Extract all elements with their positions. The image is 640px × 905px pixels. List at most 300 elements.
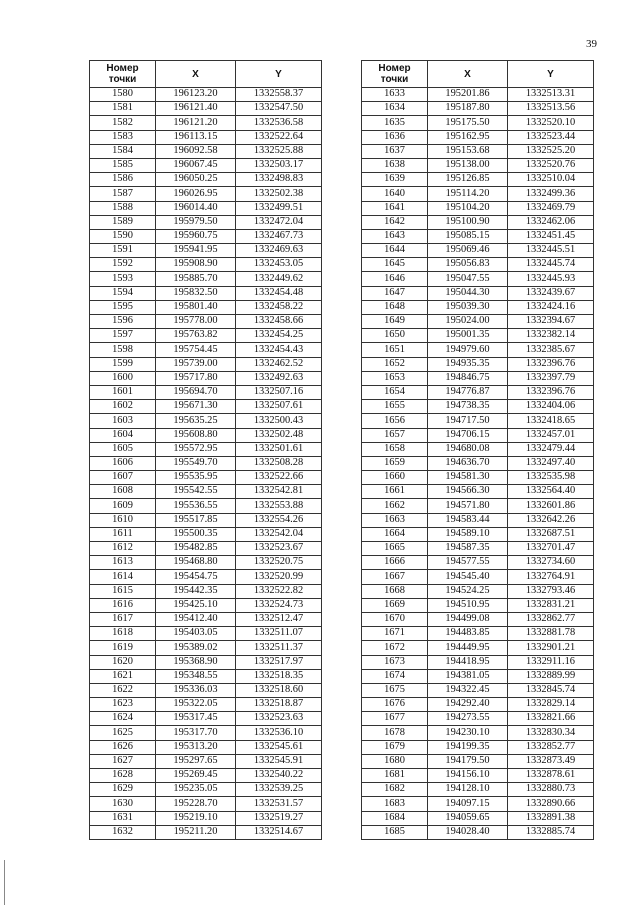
table-row	[362, 754, 594, 768]
y-cell: 1332536.58	[236, 116, 322, 130]
y-cell: 1332540.22	[236, 769, 322, 783]
table-row	[90, 258, 322, 272]
x-cell: 195336.03	[156, 683, 236, 697]
y-cell: 1332539.25	[236, 783, 322, 797]
y-cell: 1332553.88	[236, 499, 322, 513]
y-cell: 1332873.49	[508, 754, 594, 768]
x-cell: 194179.50	[428, 754, 508, 768]
table-row	[90, 201, 322, 215]
x-cell: 196121.40	[156, 102, 236, 116]
x-cell: 194524.25	[428, 584, 508, 598]
table-row	[90, 612, 322, 626]
y-cell: 1332891.38	[508, 811, 594, 825]
y-cell: 1332520.75	[236, 556, 322, 570]
table-row	[362, 527, 594, 541]
table-row	[90, 428, 322, 442]
x-cell: 195348.55	[156, 669, 236, 683]
x-cell: 195114.20	[428, 187, 508, 201]
point-number-cell: 1671	[362, 627, 428, 641]
table-row	[362, 825, 594, 839]
point-number-cell: 1619	[90, 641, 156, 655]
y-cell: 1332531.57	[236, 797, 322, 811]
point-number-cell: 1679	[362, 740, 428, 754]
table-row	[362, 315, 594, 329]
table-row	[90, 102, 322, 116]
x-cell: 195317.45	[156, 712, 236, 726]
table-row	[90, 215, 322, 229]
x-cell: 195024.00	[428, 315, 508, 329]
point-number-cell: 1657	[362, 428, 428, 442]
table-row	[90, 130, 322, 144]
y-cell: 1332439.67	[508, 286, 594, 300]
y-cell: 1332525.88	[236, 144, 322, 158]
y-cell: 1332885.74	[508, 825, 594, 839]
point-number-cell: 1589	[90, 215, 156, 229]
x-cell: 195056.83	[428, 258, 508, 272]
x-cell: 195763.82	[156, 329, 236, 343]
x-cell: 195069.46	[428, 244, 508, 258]
table-row	[90, 542, 322, 556]
x-cell: 194979.60	[428, 343, 508, 357]
table-row	[90, 187, 322, 201]
x-cell: 194097.15	[428, 797, 508, 811]
x-cell: 195979.50	[156, 215, 236, 229]
table-row	[90, 400, 322, 414]
y-cell: 1332518.60	[236, 683, 322, 697]
x-cell: 195960.75	[156, 229, 236, 243]
header-x: X	[428, 61, 508, 88]
y-cell: 1332472.04	[236, 215, 322, 229]
point-number-cell: 1599	[90, 357, 156, 371]
y-cell: 1332513.31	[508, 88, 594, 102]
point-number-cell: 1614	[90, 570, 156, 584]
y-cell: 1332829.14	[508, 698, 594, 712]
table-row	[90, 556, 322, 570]
x-cell: 194566.30	[428, 485, 508, 499]
y-cell: 1332852.77	[508, 740, 594, 754]
point-number-cell: 1595	[90, 300, 156, 314]
table-row	[362, 612, 594, 626]
y-cell: 1332890.66	[508, 797, 594, 811]
y-cell: 1332880.73	[508, 783, 594, 797]
x-cell: 196050.25	[156, 173, 236, 187]
y-cell: 1332512.47	[236, 612, 322, 626]
point-number-cell: 1600	[90, 371, 156, 385]
y-cell: 1332862.77	[508, 612, 594, 626]
y-cell: 1332396.76	[508, 357, 594, 371]
point-number-cell: 1668	[362, 584, 428, 598]
table-row	[362, 400, 594, 414]
point-number-cell: 1682	[362, 783, 428, 797]
table-row	[362, 244, 594, 258]
y-cell: 1332396.76	[508, 385, 594, 399]
table-row	[90, 740, 322, 754]
y-cell: 1332454.43	[236, 343, 322, 357]
table-row	[362, 811, 594, 825]
point-number-cell: 1664	[362, 527, 428, 541]
y-cell: 1332418.65	[508, 414, 594, 428]
point-number-cell: 1623	[90, 698, 156, 712]
x-cell: 194381.05	[428, 669, 508, 683]
table-row	[90, 698, 322, 712]
y-cell: 1332889.99	[508, 669, 594, 683]
point-number-cell: 1669	[362, 598, 428, 612]
header-y: Y	[236, 61, 322, 88]
y-cell: 1332479.44	[508, 442, 594, 456]
point-number-cell: 1639	[362, 173, 428, 187]
table-row	[362, 329, 594, 343]
y-cell: 1332878.61	[508, 769, 594, 783]
y-cell: 1332449.62	[236, 272, 322, 286]
y-cell: 1332451.45	[508, 229, 594, 243]
x-cell: 195235.05	[156, 783, 236, 797]
table-header-row	[362, 61, 594, 88]
y-cell: 1332511.07	[236, 627, 322, 641]
point-number-cell: 1605	[90, 442, 156, 456]
x-cell: 195832.50	[156, 286, 236, 300]
y-cell: 1332536.10	[236, 726, 322, 740]
y-cell: 1332881.78	[508, 627, 594, 641]
point-number-cell: 1663	[362, 513, 428, 527]
table-row	[90, 754, 322, 768]
x-cell: 194510.95	[428, 598, 508, 612]
y-cell: 1332445.51	[508, 244, 594, 258]
x-cell: 195482.85	[156, 542, 236, 556]
table-row	[90, 811, 322, 825]
table-row	[362, 385, 594, 399]
point-number-cell: 1610	[90, 513, 156, 527]
y-cell: 1332545.61	[236, 740, 322, 754]
point-number-cell: 1584	[90, 144, 156, 158]
point-number-cell: 1648	[362, 300, 428, 314]
table-row	[90, 655, 322, 669]
x-cell: 194717.50	[428, 414, 508, 428]
x-cell: 194292.40	[428, 698, 508, 712]
point-number-cell: 1611	[90, 527, 156, 541]
y-cell: 1332831.21	[508, 598, 594, 612]
x-cell: 195162.95	[428, 130, 508, 144]
point-number-cell: 1670	[362, 612, 428, 626]
y-cell: 1332454.48	[236, 286, 322, 300]
y-cell: 1332469.63	[236, 244, 322, 258]
table-row	[362, 641, 594, 655]
point-number-cell: 1596	[90, 315, 156, 329]
point-number-cell: 1606	[90, 456, 156, 470]
y-cell: 1332554.26	[236, 513, 322, 527]
x-cell: 195044.30	[428, 286, 508, 300]
x-cell: 196092.58	[156, 144, 236, 158]
point-number-cell: 1592	[90, 258, 156, 272]
y-cell: 1332564.40	[508, 485, 594, 499]
x-cell: 194581.30	[428, 471, 508, 485]
header-point-number: Номер точки	[362, 61, 428, 88]
y-cell: 1332821.66	[508, 712, 594, 726]
table-row	[362, 173, 594, 187]
y-cell: 1332514.67	[236, 825, 322, 839]
x-cell: 195542.55	[156, 485, 236, 499]
table-row	[90, 300, 322, 314]
point-number-cell: 1587	[90, 187, 156, 201]
point-number-cell: 1665	[362, 542, 428, 556]
x-cell: 194706.15	[428, 428, 508, 442]
point-number-cell: 1651	[362, 343, 428, 357]
y-cell: 1332424.16	[508, 300, 594, 314]
x-cell: 195468.80	[156, 556, 236, 570]
y-cell: 1332524.73	[236, 598, 322, 612]
x-cell: 194577.55	[428, 556, 508, 570]
header-point-number: Номер точки	[90, 61, 156, 88]
y-cell: 1332454.25	[236, 329, 322, 343]
x-cell: 195085.15	[428, 229, 508, 243]
point-number-cell: 1666	[362, 556, 428, 570]
x-cell: 195908.90	[156, 258, 236, 272]
point-number-cell: 1629	[90, 783, 156, 797]
table-row	[90, 712, 322, 726]
point-number-cell: 1658	[362, 442, 428, 456]
table-row	[90, 88, 322, 102]
x-cell: 195039.30	[428, 300, 508, 314]
table-row	[362, 726, 594, 740]
point-number-cell: 1662	[362, 499, 428, 513]
table-row	[362, 187, 594, 201]
point-number-cell: 1617	[90, 612, 156, 626]
point-number-cell: 1680	[362, 754, 428, 768]
table-row	[90, 414, 322, 428]
table-row	[362, 88, 594, 102]
table-row	[362, 627, 594, 641]
point-number-cell: 1603	[90, 414, 156, 428]
point-number-cell: 1642	[362, 215, 428, 229]
y-cell: 1332453.05	[236, 258, 322, 272]
point-number-cell: 1628	[90, 769, 156, 783]
table-header-row	[90, 61, 322, 88]
table-row	[362, 499, 594, 513]
y-cell: 1332497.40	[508, 456, 594, 470]
x-cell: 194028.40	[428, 825, 508, 839]
table-row	[90, 385, 322, 399]
y-cell: 1332520.99	[236, 570, 322, 584]
point-number-cell: 1583	[90, 130, 156, 144]
x-cell: 195228.70	[156, 797, 236, 811]
point-number-cell: 1615	[90, 584, 156, 598]
point-number-cell: 1621	[90, 669, 156, 683]
table-row	[362, 698, 594, 712]
coordinates-table-right	[361, 60, 594, 840]
point-number-cell: 1591	[90, 244, 156, 258]
x-cell: 194128.10	[428, 783, 508, 797]
y-cell: 1332508.28	[236, 456, 322, 470]
x-cell: 194230.10	[428, 726, 508, 740]
table-row	[362, 343, 594, 357]
x-cell: 195100.90	[428, 215, 508, 229]
table-row	[90, 527, 322, 541]
y-cell: 1332404.06	[508, 400, 594, 414]
x-cell: 195138.00	[428, 158, 508, 172]
table-row	[362, 215, 594, 229]
y-cell: 1332498.83	[236, 173, 322, 187]
point-number-cell: 1634	[362, 102, 428, 116]
point-number-cell: 1598	[90, 343, 156, 357]
table-row	[362, 542, 594, 556]
point-number-cell: 1636	[362, 130, 428, 144]
y-cell: 1332511.37	[236, 641, 322, 655]
x-cell: 194322.45	[428, 683, 508, 697]
table-row	[90, 158, 322, 172]
table-row	[362, 286, 594, 300]
point-number-cell: 1627	[90, 754, 156, 768]
y-cell: 1332507.16	[236, 385, 322, 399]
table-row	[90, 726, 322, 740]
table-row	[90, 371, 322, 385]
y-cell: 1332525.20	[508, 144, 594, 158]
header-x: X	[156, 61, 236, 88]
point-number-cell: 1635	[362, 116, 428, 130]
y-cell: 1332522.82	[236, 584, 322, 598]
table-row	[90, 797, 322, 811]
point-number-cell: 1675	[362, 683, 428, 697]
x-cell: 195500.35	[156, 527, 236, 541]
y-cell: 1332510.04	[508, 173, 594, 187]
x-cell: 195175.50	[428, 116, 508, 130]
y-cell: 1332523.63	[236, 712, 322, 726]
y-cell: 1332385.67	[508, 343, 594, 357]
point-number-cell: 1645	[362, 258, 428, 272]
point-number-cell: 1602	[90, 400, 156, 414]
y-cell: 1332499.51	[236, 201, 322, 215]
table-row	[90, 442, 322, 456]
table-row	[90, 116, 322, 130]
table-row	[90, 627, 322, 641]
x-cell: 195297.65	[156, 754, 236, 768]
table-row	[362, 655, 594, 669]
table-row	[362, 683, 594, 697]
x-cell: 194449.95	[428, 641, 508, 655]
point-number-cell: 1620	[90, 655, 156, 669]
table-row	[362, 485, 594, 499]
x-cell: 195047.55	[428, 272, 508, 286]
table-row	[90, 641, 322, 655]
x-cell: 195885.70	[156, 272, 236, 286]
point-number-cell: 1677	[362, 712, 428, 726]
x-cell: 195313.20	[156, 740, 236, 754]
y-cell: 1332462.06	[508, 215, 594, 229]
point-number-cell: 1582	[90, 116, 156, 130]
table-row	[362, 783, 594, 797]
x-cell: 195201.86	[428, 88, 508, 102]
x-cell: 195211.20	[156, 825, 236, 839]
point-number-cell: 1633	[362, 88, 428, 102]
x-cell: 195608.80	[156, 428, 236, 442]
x-cell: 194418.95	[428, 655, 508, 669]
point-number-cell: 1601	[90, 385, 156, 399]
y-cell: 1332503.17	[236, 158, 322, 172]
y-cell: 1332502.38	[236, 187, 322, 201]
x-cell: 195549.70	[156, 456, 236, 470]
y-cell: 1332500.43	[236, 414, 322, 428]
x-cell: 195368.90	[156, 655, 236, 669]
table-row	[90, 343, 322, 357]
table-row	[362, 357, 594, 371]
x-cell: 194059.65	[428, 811, 508, 825]
table-row	[362, 712, 594, 726]
point-number-cell: 1685	[362, 825, 428, 839]
y-cell: 1332519.27	[236, 811, 322, 825]
point-number-cell: 1625	[90, 726, 156, 740]
table-row	[362, 272, 594, 286]
point-number-cell: 1647	[362, 286, 428, 300]
point-number-cell: 1616	[90, 598, 156, 612]
point-number-cell: 1673	[362, 655, 428, 669]
y-cell: 1332499.36	[508, 187, 594, 201]
x-cell: 195754.45	[156, 343, 236, 357]
point-number-cell: 1646	[362, 272, 428, 286]
x-cell: 195717.80	[156, 371, 236, 385]
y-cell: 1332523.44	[508, 130, 594, 144]
point-number-cell: 1609	[90, 499, 156, 513]
point-number-cell: 1649	[362, 315, 428, 329]
point-number-cell: 1640	[362, 187, 428, 201]
table-row	[362, 300, 594, 314]
point-number-cell: 1637	[362, 144, 428, 158]
y-cell: 1332911.16	[508, 655, 594, 669]
x-cell: 195778.00	[156, 315, 236, 329]
y-cell: 1332542.81	[236, 485, 322, 499]
x-cell: 196123.20	[156, 88, 236, 102]
table-row	[362, 130, 594, 144]
x-cell: 194571.80	[428, 499, 508, 513]
point-number-cell: 1632	[90, 825, 156, 839]
table-row	[90, 229, 322, 243]
y-cell: 1332469.79	[508, 201, 594, 215]
point-number-cell: 1594	[90, 286, 156, 300]
point-number-cell: 1660	[362, 471, 428, 485]
table-row	[90, 570, 322, 584]
y-cell: 1332520.10	[508, 116, 594, 130]
point-number-cell: 1607	[90, 471, 156, 485]
table-row	[90, 456, 322, 470]
point-number-cell: 1676	[362, 698, 428, 712]
table-row	[362, 442, 594, 456]
table-row	[90, 329, 322, 343]
y-cell: 1332513.56	[508, 102, 594, 116]
x-cell: 194199.35	[428, 740, 508, 754]
table-row	[362, 740, 594, 754]
point-number-cell: 1678	[362, 726, 428, 740]
point-number-cell: 1667	[362, 570, 428, 584]
point-number-cell: 1653	[362, 371, 428, 385]
y-cell: 1332793.46	[508, 584, 594, 598]
table-row	[362, 144, 594, 158]
table-row	[90, 357, 322, 371]
y-cell: 1332545.91	[236, 754, 322, 768]
x-cell: 195572.95	[156, 442, 236, 456]
x-cell: 195219.10	[156, 811, 236, 825]
y-cell: 1332518.35	[236, 669, 322, 683]
point-number-cell: 1652	[362, 357, 428, 371]
table-row	[90, 584, 322, 598]
point-number-cell: 1593	[90, 272, 156, 286]
x-cell: 194935.35	[428, 357, 508, 371]
y-cell: 1332397.79	[508, 371, 594, 385]
x-cell: 194680.08	[428, 442, 508, 456]
table-row	[362, 116, 594, 130]
x-cell: 194156.10	[428, 769, 508, 783]
x-cell: 195635.25	[156, 414, 236, 428]
scan-edge-line	[4, 860, 5, 905]
table-row	[362, 456, 594, 470]
x-cell: 196014.40	[156, 201, 236, 215]
y-cell: 1332462.52	[236, 357, 322, 371]
